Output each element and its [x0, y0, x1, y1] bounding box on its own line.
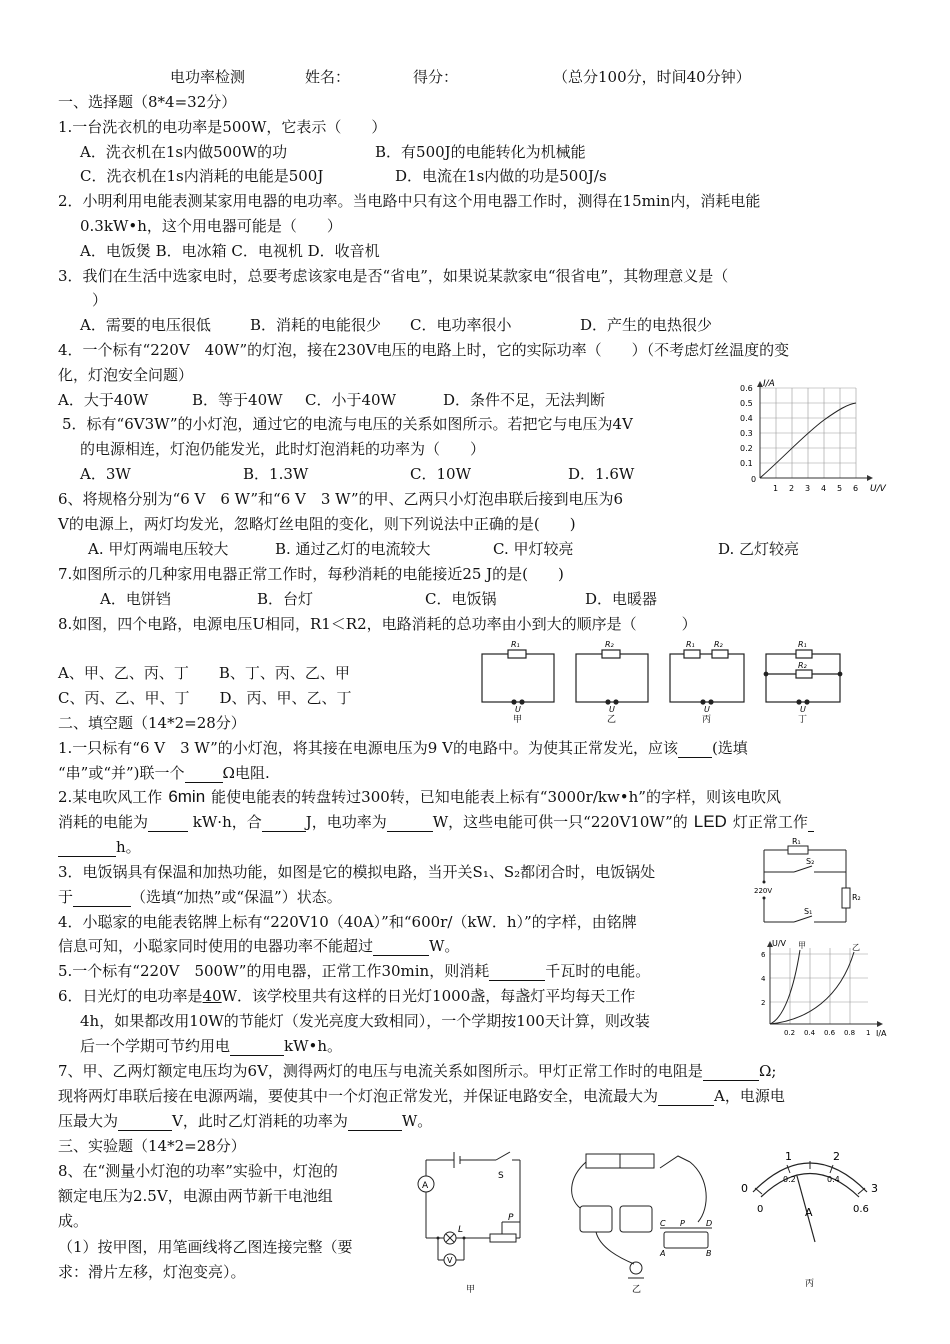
f7-text: Ω; [758, 1062, 777, 1080]
f4-answer-blank[interactable] [373, 939, 429, 956]
f6-text: kW•h。 [284, 1037, 343, 1055]
f5-line1 [58, 961, 650, 981]
q5-stem-2: 的电源相连，灯泡仍能发光，此时灯泡消耗的功率为（ ） [80, 440, 486, 458]
q8-fig-r2: R₂ [798, 661, 807, 670]
q6-stem-1: 6、将规格分别为“6 V 6 W”和“6 V 3 W”的甲、乙两只小灯泡串联后接到电压为6 [58, 490, 624, 508]
q8-stem: 8.如图，四个电路，电源电压U相同，R1＜R2，电路消耗的总功率由小到大的顺序是（ ） [58, 615, 697, 633]
q5-iu-graph [730, 376, 900, 494]
section3-heading: 三、实验题（14*2=28分） [58, 1137, 246, 1155]
f3-circuit-figure [754, 838, 866, 930]
f2-line3 [58, 837, 141, 857]
f2-answer-blank-2[interactable] [262, 815, 306, 832]
e8-fig-b: B [706, 1249, 712, 1258]
q5-ytick: 0.5 [740, 399, 753, 408]
q8-fig-label-jia: 甲 [513, 715, 523, 724]
f3-text: 于 [58, 888, 74, 906]
f7-line3 [58, 1111, 432, 1131]
f7-text: A，电源电 [714, 1087, 785, 1105]
f7-answer-blank-4[interactable] [348, 1114, 402, 1131]
e8-fig-p: P [680, 1219, 685, 1228]
f7-xtick: 0.4 [804, 1029, 816, 1037]
e8-fig-s: S [498, 1171, 504, 1181]
e8-fig-l: L [458, 1225, 464, 1235]
q4-stem-1: 4．一个标有“220V 40W”的灯泡，接在230V电压的电路上时，它的实际功率（ ）（不考虑灯丝温度的变 [58, 341, 790, 359]
q5-graph-ylabel: I/A [763, 379, 775, 389]
f7-answer-blank-3[interactable] [118, 1114, 172, 1131]
f2-big-text: 6min [168, 787, 206, 806]
f7-text: 现将两灯串联后接在电源两端，要使其中一个灯泡正常发光，并保证电路安全，电流最大为 [58, 1087, 659, 1105]
q5-xtick: 4 [821, 484, 827, 493]
q8-fig-u: U [609, 705, 615, 714]
q8-fig-u: U [515, 705, 521, 714]
q8-options-ab: A、甲、乙、丙、丁 B、丁、丙、乙、甲 [58, 664, 350, 682]
q8-fig-r2: R₂ [714, 640, 723, 649]
f3-line1: 3．电饭锅具有保温和加热功能，如图是它的模拟电路，当开关S₁、S₂都闭合时，电饭锅处 [58, 863, 656, 881]
q1-option-b: B．有500J的电能转化为机械能 [375, 143, 586, 161]
q7-option-c: C．电饭锅 [425, 590, 497, 608]
f3-text: （选填“加热”或“保温”）状态。 [131, 888, 342, 906]
exam-note: （总分100分，时间40分钟） [553, 68, 751, 86]
q8-fig-r2: R₂ [605, 640, 614, 649]
f5-answer-blank[interactable] [489, 964, 545, 981]
q8-circuits-figure [478, 636, 860, 724]
q8-fig-u: U [704, 705, 710, 714]
f2-big-text: LED [693, 812, 727, 831]
score-label: 得分： [413, 68, 459, 86]
q8-fig-label-ding: 丁 [798, 715, 808, 724]
f1-text: 1.一只标有“6 V 3 W”的小灯泡，将其接在电源电压为9 V的电路中。为使其正常发光，应该 [58, 739, 678, 757]
q8-fig-label-yi: 乙 [607, 715, 617, 724]
q5-option-a: A．3W [80, 465, 131, 483]
f2-text: kW·h，合 [192, 813, 262, 831]
f7-graph-xlabel: I/A [876, 1029, 887, 1038]
e8-dial-label: 2 [833, 1150, 840, 1163]
f5-text: 千瓦时的电能。 [545, 962, 651, 980]
q7-stem: 7.如图所示的几种家用电器正常工作时，每秒消耗的电能接近25 J的是( ) [58, 565, 564, 583]
f7-graph-yi: 乙 [852, 943, 860, 952]
q5-ytick: 0.3 [740, 429, 753, 438]
f7-xtick: 0.2 [784, 1029, 796, 1037]
q8-fig-label-bing: 丙 [702, 715, 712, 724]
f1-line1 [58, 738, 748, 758]
f1-answer-blank-2[interactable] [185, 766, 223, 783]
q7-option-a: A．电饼铛 [100, 590, 171, 608]
q8-fig-r1: R₁ [511, 640, 520, 649]
f7-line2 [58, 1086, 785, 1106]
e8-line2: 额定电压为2.5V，电源由两节新干电池组 [58, 1187, 333, 1205]
q6-stem-2: V的电源上，两灯均发光，忽略灯丝电阻的变化，则下列说法中正确的是( ) [58, 515, 576, 533]
f6-line3 [80, 1036, 342, 1056]
e8-dial-label: 0.4 [827, 1175, 840, 1184]
f6-line2: 4h，如果都改用10W的节能灯（发光亮度大致相同），一个学期按100天计算，则改装 [80, 1012, 650, 1030]
e8-dial-label: 0 [741, 1182, 748, 1195]
section2-heading: 二、填空题（14*2=28分） [58, 714, 246, 732]
f1-text: “串”或“并”)联一个 [58, 764, 185, 782]
q6-option-d: D. 乙灯较亮 [718, 540, 800, 558]
q4-option-c: C．小于40W [305, 391, 396, 409]
q5-graph-xlabel: U/V [870, 484, 886, 494]
f7-ytick: 6 [761, 951, 766, 959]
q8-fig-r1: R₁ [798, 640, 807, 649]
f2-answer-blank-1[interactable] [148, 815, 188, 832]
f1-text: Ω电阻. [222, 764, 270, 782]
q6-option-b: B. 通过乙灯的电流较大 [275, 540, 431, 558]
q2-stem-2: 0.3kW•h，这个用电器可能是（ ） [80, 217, 342, 235]
f7-ui-graph [758, 938, 898, 1038]
e8-line3: 成。 [58, 1212, 89, 1230]
f2-text: 2.某电吹风工作 [58, 788, 163, 806]
q6-option-c: C. 甲灯较亮 [493, 540, 574, 558]
e8-fig-c: C [660, 1219, 666, 1228]
q5-xtick: 6 [853, 484, 859, 493]
f7-graph-jia: 甲 [798, 941, 806, 950]
f7-text: 7、甲、乙两灯额定电压均为6V，测得两灯的电压与电流关系如图所示。甲灯正常工作时的电阻是 [58, 1062, 703, 1080]
f3-answer-blank[interactable] [73, 890, 131, 907]
f2-line1 [58, 787, 781, 807]
e8-dial-label: 0.6 [853, 1204, 869, 1215]
f1-answer-blank-1[interactable] [678, 741, 712, 758]
q1-option-a: A．洗衣机在1s内做500W的功 [80, 143, 288, 161]
q5-ytick: 0.4 [740, 414, 753, 423]
q6-option-a: A. 甲灯两端电压较大 [88, 540, 229, 558]
q8-fig-r1: R₁ [686, 640, 695, 649]
q4-stem-2: 化，灯泡安全问题） [58, 366, 194, 384]
e8-ammeter-dial-bing [735, 1142, 885, 1292]
e8-physical-wiring-yi [560, 1148, 730, 1298]
q5-xtick: 3 [805, 484, 811, 493]
q5-xtick: 5 [837, 484, 843, 493]
e8-fig-a: A [422, 1181, 429, 1191]
f2-text: 能使电能表的转盘转过300转，已知电能表上标有“3000r/kw•h”的字样，则该电吹风 [211, 788, 781, 806]
q3-option-d: D．产生的电热很少 [580, 316, 713, 334]
f7-xtick: 1 [866, 1029, 871, 1037]
f6-text: 后一个学期可节约用电 [80, 1037, 231, 1055]
f4-text: W。 [429, 937, 460, 955]
e8-fig-a: A [660, 1249, 666, 1258]
f6-text: 6．日光灯的电功率是 [58, 987, 203, 1005]
e8-fig-label-yi: 乙 [632, 1285, 642, 1295]
q4-option-b: B．等于40W [192, 391, 283, 409]
f4-line2 [58, 936, 459, 956]
e8-line1: 8、在“测量小灯泡的功率”实验中，灯泡的 [58, 1162, 338, 1180]
f7-xtick: 0.6 [824, 1029, 836, 1037]
q7-option-d: D．电暖器 [585, 590, 658, 608]
f2-line2 [58, 812, 814, 832]
e8-dial-label: 0.2 [783, 1175, 796, 1184]
e8-fig-label-bing: 丙 [805, 1279, 815, 1289]
exam-title: 电功率检测 [170, 68, 246, 86]
f6-underlined-value: 40 [202, 987, 222, 1005]
f6-text: W．该学校里共有这样的日光灯1000盏，每盏灯平均每天工作 [221, 987, 636, 1005]
q1-option-c: C．洗衣机在1s内消耗的电能是500J [80, 167, 324, 185]
f2-answer-blank-5[interactable] [58, 840, 116, 857]
e8-line4: （1）按甲图，用笔画线将乙图连接完整（要 [58, 1238, 353, 1256]
f2-text: 灯正常工作 [732, 813, 808, 831]
q4-option-d: D．条件不足，无法判断 [443, 391, 606, 409]
q5-xtick: 2 [789, 484, 795, 493]
e8-dial-label: 3 [871, 1182, 878, 1195]
f7-xtick: 0.8 [844, 1029, 856, 1037]
f3-fig-v: 220V [754, 887, 773, 895]
section1-heading: 一、选择题（8*4=32分） [58, 93, 237, 111]
q5-option-b: B．1.3W [243, 465, 309, 483]
f4-line1: 4．小聪家的电能表铭牌上标有“220V10（40A）”和“600r/（kW．h）”的字样，由铭牌 [58, 913, 637, 931]
f2-text: 消耗的电能为 [58, 813, 149, 831]
e8-fig-v: V [447, 1256, 453, 1265]
q5-option-c: C．10W [410, 465, 471, 483]
f3-fig-s1: S₁ [804, 907, 813, 916]
q5-option-d: D．1.6W [568, 465, 635, 483]
q3-option-a: A．需要的电压很低 [80, 316, 211, 334]
f7-text: W。 [401, 1112, 433, 1130]
q5-ytick: 0.2 [740, 444, 753, 453]
f3-fig-r1: R₁ [792, 838, 801, 846]
q7-option-b: B．台灯 [257, 590, 314, 608]
q5-xtick: 1 [773, 484, 779, 493]
f7-line1 [58, 1061, 776, 1081]
f7-answer-blank-2[interactable] [658, 1089, 714, 1106]
f7-answer-blank-1[interactable] [703, 1064, 759, 1081]
q1-option-d: D．电流在1s内做的功是500J/s [395, 167, 607, 185]
f1-line2 [58, 763, 270, 783]
f7-ytick: 4 [761, 975, 766, 983]
f3-line2 [58, 887, 342, 907]
q3-stem-1: 3．我们在生活中选家电时，总要考虑该家电是否“省电”，如果说某款家电“很省电”，其物理意义是（ [58, 267, 729, 285]
f7-text: V，此时乙灯消耗的功率为 [172, 1112, 348, 1130]
e8-dial-label: 1 [785, 1150, 792, 1163]
f6-line1 [58, 986, 635, 1006]
f2-answer-blank-4[interactable] [808, 815, 814, 832]
f1-text: (选填 [711, 739, 748, 757]
q5-stem-1: 5．标有“6V3W”的小灯泡，通过它的电流与电压的关系如图所示。若把它与电压为4V [62, 415, 633, 433]
f2-answer-blank-3[interactable] [387, 815, 433, 832]
f6-answer-blank[interactable] [230, 1039, 284, 1056]
e8-fig-label-jia: 甲 [466, 1285, 476, 1295]
name-label: 姓名： [305, 68, 351, 86]
q3-stem-2: ） [92, 291, 108, 309]
f5-text: 5.一个标有“220V 500W”的用电器，正常工作30min，则消耗 [58, 962, 490, 980]
e8-fig-d: D [706, 1219, 713, 1228]
header [0, 66, 950, 86]
f3-fig-r2: R₂ [852, 893, 861, 902]
e8-line5: 求：滑片左移，灯泡变亮）。 [58, 1263, 246, 1281]
e8-fig-p: P [508, 1213, 514, 1223]
q5-graph-origin: 0 [751, 475, 757, 484]
e8-dial-unit: A [805, 1206, 813, 1219]
e8-circuit-diagram-jia [410, 1148, 530, 1298]
f3-fig-s2: S₂ [806, 857, 815, 866]
f7-graph-ylabel: U/V [772, 939, 787, 948]
q2-stem-1: 2．小明利用电能表测某家用电器的电功率。当电路中只有这个用电器工作时，测得在15min内，消耗电能 [58, 192, 761, 210]
q4-option-a: A．大于40W [58, 391, 149, 409]
e8-dial-label: 0 [757, 1204, 764, 1215]
f2-text: W，这些电能可供一只“220V10W”的 [432, 813, 688, 831]
f7-text: 压最大为 [58, 1112, 119, 1130]
f7-ytick: 2 [761, 999, 766, 1007]
q5-ytick: 0.6 [740, 384, 753, 393]
f2-text: J，电功率为 [305, 813, 387, 831]
q3-option-b: B．消耗的电能很少 [250, 316, 382, 334]
q2-options: A．电饭煲 B．电冰箱 C．电视机 D．收音机 [80, 242, 380, 260]
f2-text: h。 [116, 838, 141, 856]
q8-options-cd: C、丙、乙、甲、丁 D、丙、甲、乙、丁 [58, 689, 352, 707]
q8-fig-u: U [800, 705, 806, 714]
q5-ytick: 0.1 [740, 459, 753, 468]
q3-option-c: C．电功率很小 [410, 316, 512, 334]
q1-stem: 1.一台洗衣机的电功率是500W，它表示（ ） [58, 118, 387, 136]
f4-text: 信息可知，小聪家同时使用的电器功率不能超过 [58, 937, 374, 955]
